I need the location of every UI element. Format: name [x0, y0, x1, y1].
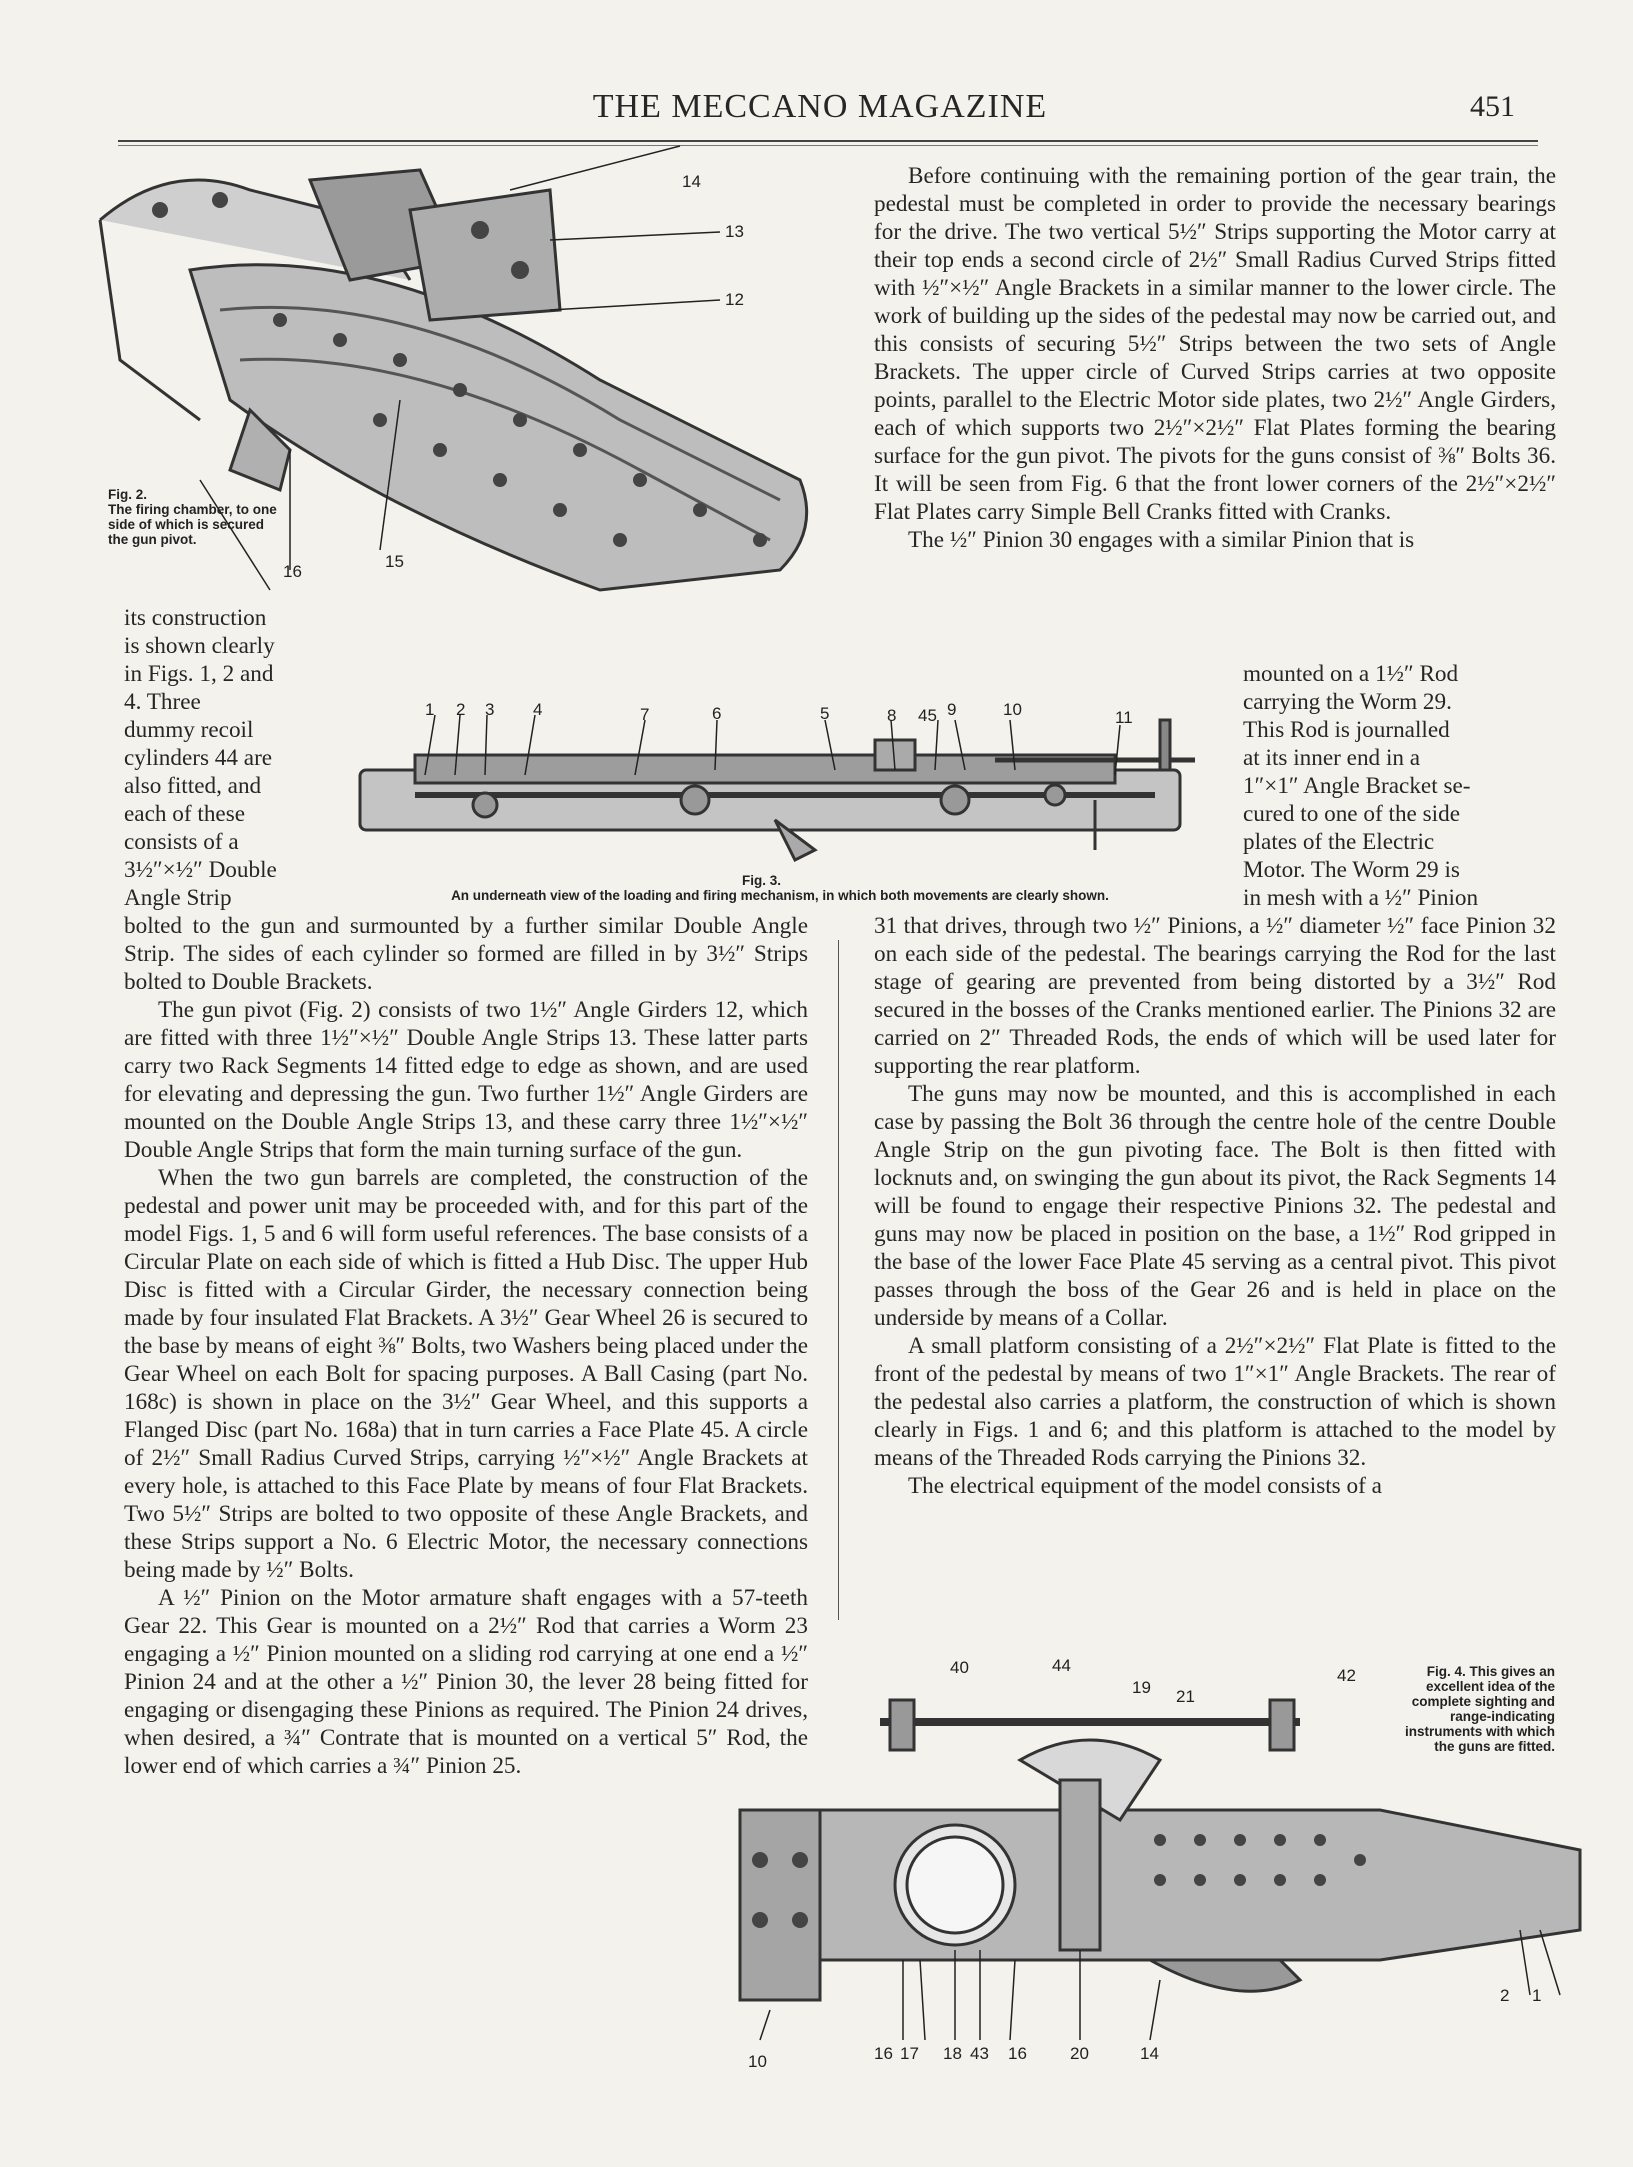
narrow-line: in Figs. 1, 2 and	[124, 661, 274, 687]
fig3-label-6: 6	[712, 704, 722, 723]
narrow-line: cured to one of the side	[1243, 801, 1460, 827]
paragraph-recoil-continued: bolted to the gun and surmounted by a further similar Double Angle Strip. The sides of each cylinder so formed are filled in by 3½″ Strips bolted to Double Brackets.	[124, 913, 808, 995]
fig3-label-4: 4	[533, 700, 543, 719]
fig3-label-8: 8	[887, 706, 897, 725]
right-narrow-column	[1243, 660, 1556, 912]
narrow-line: also fitted, and	[124, 773, 262, 799]
paragraph-gun-pivot: The gun pivot (Fig. 2) consists of two 1½″ Angle Girders 12, which are fitted with three 1½″×½″ Double Angle Strips 13. These latter parts carry two Rack Segments 14 fitted edge to edge as shown, and are used for elevating and depressing the gun. Two further 1½″ Angle Girders are mounted on the Double Angle Strips 13, and these carry three 1½″×½″ Double Angle Strips that form the main turning surface of the gun.	[124, 997, 808, 1163]
fig4-label-44: 44	[1052, 1656, 1071, 1675]
paragraph-platform: A small platform consisting of a 2½″×2½″ Flat Plate is fitted to the front of the pedestal by means of two 1″×1″ Angle Brackets. The rear of the pedestal also carries a platform, the construction of which is shown clearly in Figs. 1 and 6; and this platform is attached to the model by means of the Threaded Rods carrying the Pinions 32.	[874, 1333, 1556, 1471]
right-column-text	[874, 912, 1556, 1500]
left-narrow-column	[124, 604, 309, 912]
left-column-text	[124, 912, 808, 1780]
fig3-caption-text: An underneath view of the loading and firing mechanism, in which both movements are clearly shown.	[451, 888, 1109, 903]
fig4-label-40: 40	[950, 1658, 969, 1677]
narrow-line: This Rod is journalled	[1243, 717, 1450, 743]
paragraph-pedestal: Before continuing with the remaining portion of the gear train, the pedestal must be completed in order to provide the necessary bearings for the drive. The two vertical 5½″ Strips supporting the Motor carry at their top ends a second circle of 2½″ Small Radius Curved Strips fitted with ½″×½″ Angle Brackets in a similar manner to the lower circle. The work of building up the sides of the pedestal may now be carried out, and this consists of securing 5½″ Strips between the two sets of Angle Brackets. The upper circle of Curved Strips carries at two opposite points, parallel to the Electric Motor side plates, two 2½″ Angle Girders, each of which supports two 2½″×2½″ Flat Plates forming the bearing surface for the gun pivot. The pivots for the guns consist of ⅜″ Bolts 36. It will be seen from Fig. 6 that the front lower corners of the 2½″×2½″ Flat Plates carry Simple Bell Cranks fitted with Cranks.	[874, 163, 1556, 525]
fig2-caption-label: Fig. 2.	[108, 487, 148, 502]
fig4-label-2: 2	[1500, 1986, 1510, 2005]
narrow-line: dummy recoil	[124, 717, 254, 743]
header-rule-thin	[118, 145, 1538, 146]
fig4-label-18: 18	[943, 2044, 962, 2063]
narrow-line: plates of the Electric	[1243, 829, 1435, 855]
narrow-line: Motor. The Worm 29 is	[1243, 857, 1460, 883]
fig3-caption-label: Fig. 3.	[742, 873, 782, 888]
fig4-label-42: 42	[1337, 1666, 1356, 1685]
narrow-line: 1″×1″ Angle Bracket se-	[1243, 773, 1471, 799]
fig4-label-16b: 16	[1008, 2044, 1027, 2063]
narrow-line: Angle Strip	[124, 885, 232, 911]
fig2-label-16: 16	[283, 562, 302, 581]
fig4-label-1: 1	[1532, 1986, 1542, 2005]
fig4-label-43: 43	[970, 2044, 989, 2063]
narrow-line: at its inner end in a	[1243, 745, 1421, 771]
fig3-mechanism-illustration	[355, 700, 1235, 870]
fig3-label-2: 2	[456, 700, 466, 719]
header-rule	[118, 140, 1538, 142]
fig3-label-5: 5	[820, 704, 830, 723]
right-column-top-text	[874, 162, 1556, 554]
narrow-line: 3½″×½″ Double	[124, 857, 277, 883]
narrow-line: cylinders 44 are	[124, 745, 273, 771]
fig2-label-12: 12	[725, 290, 744, 309]
fig2-label-13: 13	[725, 222, 744, 241]
fig4-label-20: 20	[1070, 2044, 1089, 2063]
fig3-label-1: 1	[425, 700, 435, 719]
fig3-label-45: 45	[918, 706, 937, 725]
fig4-label-16: 16	[874, 2044, 893, 2063]
narrow-line: is shown clearly	[124, 633, 275, 659]
page-number: 451	[1470, 90, 1515, 123]
fig2-label-15: 15	[385, 552, 404, 571]
fig3-label-10: 10	[1003, 700, 1022, 719]
paragraph-motor-pinion: A ½″ Pinion on the Motor armature shaft engages with a 57-teeth Gear 22. This Gear is mounted on a 2½″ Rod that carries a Worm 23 engaging a ½″ Pinion mounted on a sliding rod carrying at one end a ½″ Pinion 24 and at the other a ½″ Pinion 30, the lever 28 being fitted for engaging or disengaging these Pinions as required. The Pinion 24 drives, when desired, a ¾″ Contrate that is mounted on a vertical 5″ Rod, the lower end of which carries a ¾″ Pinion 25.	[124, 1585, 808, 1779]
fig3-label-11: 11	[1115, 708, 1133, 727]
paragraph-electrical: The electrical equipment of the model consists of a	[908, 1473, 1382, 1499]
narrow-line: consists of a	[124, 829, 239, 855]
narrow-line: each of these	[124, 801, 246, 827]
narrow-line: in mesh with a ½″ Pinion	[1243, 885, 1479, 911]
paragraph-pedestal-base: When the two gun barrels are completed, the construction of the pedestal and power unit may be proceeded with, and for this part of the model Figs. 1, 5 and 6 will form useful references. The base consists of a Circular Plate on each side of which is fitted a Hub Disc. The upper Hub Disc is fitted with a Circular Girder, the necessary connection being made by four insulated Flat Brackets. A 3½″ Gear Wheel 26 is secured to the base by means of eight ⅜″ Bolts, two Washers being placed under the Gear Wheel on each Bolt for spacing purposes. A Ball Casing (part No. 168c) is shown in place on the 3½″ Gear Wheel, and this supports a Flanged Disc (part No. 168a) that in turn carries a Face Plate 45. A circle of 2½″ Small Radius Curved Strips, carrying ½″×½″ Angle Brackets at every hole, is attached to this Face Plate by means of four Flat Brackets. Two 5½″ Strips are bolted to two opposite of these Angle Brackets, and these Strips support a No. 6 Electric Motor, the necessary connections being made by ½″ Bolts.	[124, 1165, 808, 1583]
fig3-label-9: 9	[947, 700, 957, 719]
fig4-label-19: 19	[1132, 1678, 1151, 1697]
fig4-label-17: 17	[900, 2044, 919, 2063]
magazine-title: THE MECCANO MAGAZINE	[592, 88, 1048, 125]
column-divider	[838, 940, 839, 1620]
narrow-line: 4. Three	[124, 689, 201, 715]
fig4-label-10: 10	[748, 2052, 767, 2071]
paragraph-pinion-intro: The ½″ Pinion 30 engages with a similar Pinion that is	[908, 527, 1415, 553]
narrow-line: carrying the Worm 29.	[1243, 689, 1452, 715]
fig2-caption-text: The firing chamber, to one side of which is secured the gun pivot.	[108, 502, 277, 547]
fig3-label-7: 7	[640, 705, 650, 724]
fig4-label-21: 21	[1176, 1687, 1195, 1706]
fig4-caption: Fig. 4. This gives an excellent idea of the complete sighting and range-indicating instruments with which the guns are fitted.	[1404, 1664, 1555, 1754]
fig3-label-3: 3	[485, 700, 495, 719]
narrow-line: its construction	[124, 605, 267, 631]
narrow-line: mounted on a 1½″ Rod	[1243, 661, 1459, 687]
paragraph-guns-mounted: The guns may now be mounted, and this is accomplished in each case by passing the Bolt 36 through the centre hole of the centre Double Angle Strip on the gun pivoting face. The Bolt is then fitted with locknuts and, on swinging the gun about its pivot, the Rack Segments 14 will be found to engage their respective Pinions 32. The pedestal and guns may now be placed in position on the base, a 1½″ Rod gripped in the base of the lower Face Plate 45 serving as a central pivot. This pivot passes through the boss of the Gear 26 and is held in place on the underside by means of a Collar.	[874, 1081, 1556, 1331]
fig2-label-14: 14	[682, 172, 701, 191]
paragraph-pinion-continued: 31 that drives, through two ½″ Pinions, a ½″ diameter ½″ face Pinion 32 on each side of the pedestal. The bearings carrying the Rod for the last stage of gearing are prevented from being distorted by a 3½″ Rod secured in the bosses of the Cranks mentioned earlier. The Pinions 32 are carried on 2″ Threaded Rods, the ends of which will be used later for supporting the rear platform.	[874, 913, 1556, 1079]
fig4-label-14: 14	[1140, 2044, 1159, 2063]
fig2-caption	[108, 487, 278, 547]
